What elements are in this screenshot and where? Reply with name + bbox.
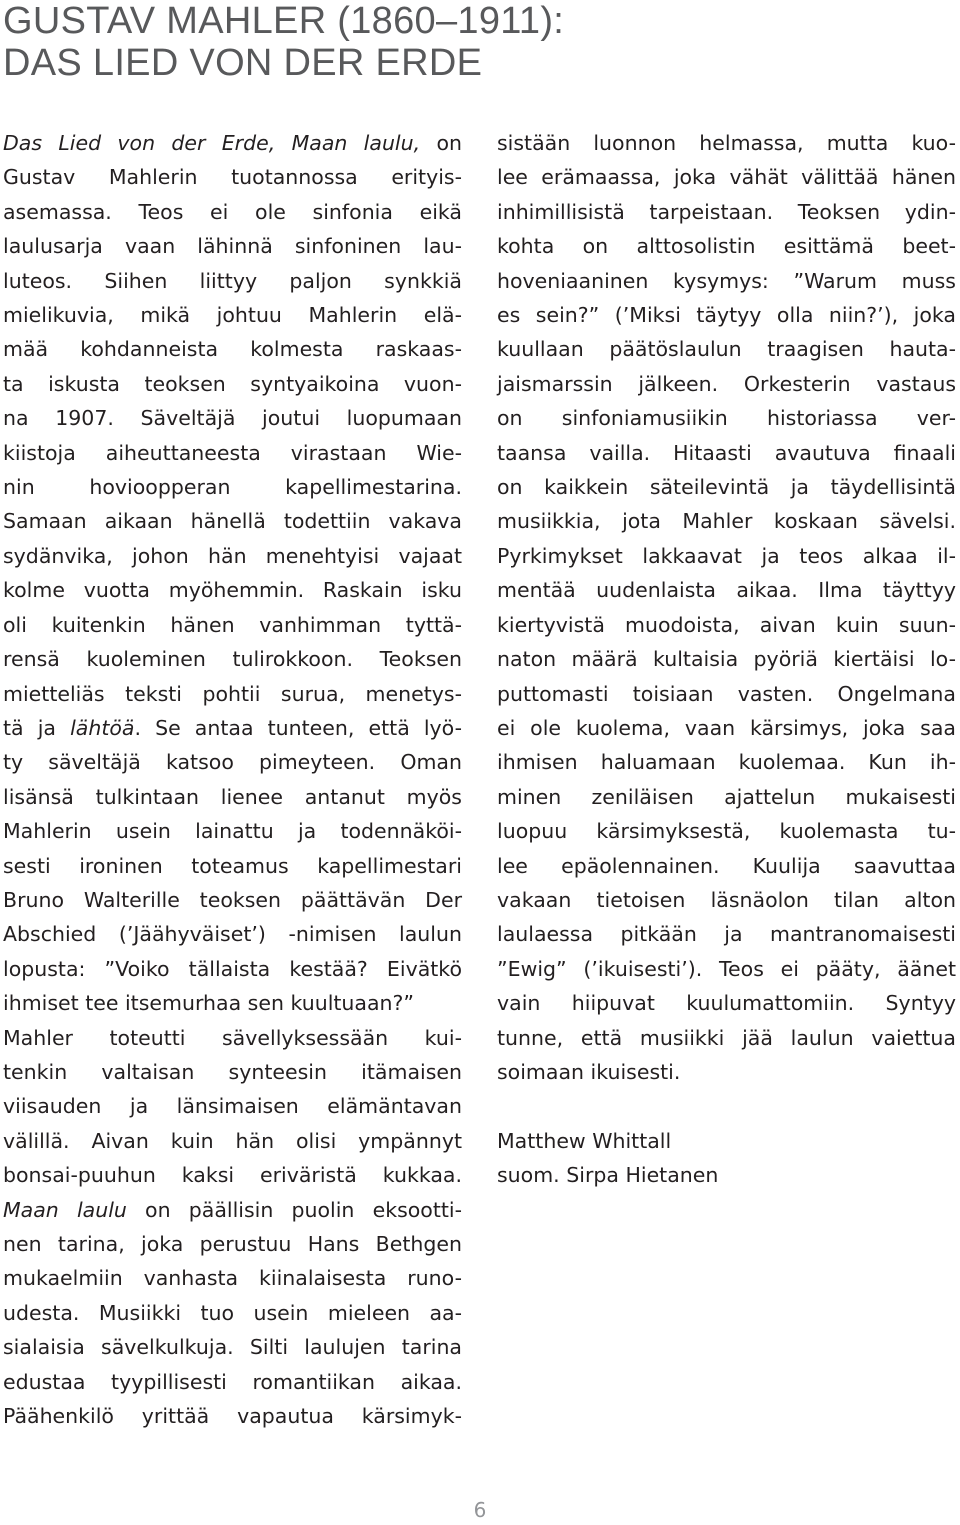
text-line: nin hovioopperan kapellimestarina.	[3, 475, 462, 500]
translator-credit	[497, 1158, 956, 1192]
text-line: tä ja lähtöä. Se antaa tunteen, että lyö-	[3, 715, 463, 740]
text-line: lopusta: ”Voiko tällaista kestää? Eivätkö	[3, 956, 462, 981]
text-line: tenkin valtaisan synteesin itämaisen	[3, 1059, 462, 1084]
right-column	[497, 126, 956, 1193]
text-line: Päähenkilö yrittää vapautua kärsimyk-	[3, 1404, 462, 1429]
text-line: lisänsä tulkintaan lienee antanut myös	[3, 784, 462, 809]
italic-phrase: lähtöä	[70, 715, 135, 740]
text-line: ta iskusta teoksen syntyaikoina vuon-	[3, 371, 462, 396]
italic-phrase: Das Lied von der Erde, Maan laulu,	[3, 131, 421, 155]
text-line: na 1907. Säveltäjä joutui luopumaan	[3, 406, 462, 431]
text-line: Gustav Mahlerin tuotannossa erityis-	[3, 165, 462, 190]
text-line: on kaikkein säteilevintä ja täydellisintä	[497, 475, 956, 500]
text-line: ihmiset tee itsemurhaa sen kuultuaan?”	[3, 991, 415, 1016]
text-line: sesti ironinen toteamus kapellimestari	[3, 853, 462, 878]
author-name: Matthew Whittall	[497, 1128, 672, 1153]
text-line: Bruno Walterille teoksen päättävän Der	[3, 887, 462, 912]
translator-prefix: suom.	[497, 1163, 560, 1188]
text-line: hoveniaaninen kysymys: ”Warum muss	[497, 268, 956, 293]
text-line: ihmisen haluamaan kuolemaa. Kun ih-	[497, 750, 956, 775]
italic-phrase: Maan laulu	[3, 1197, 127, 1222]
text-line: inhimillisistä tarpeistaan. Teoksen ydin-	[497, 199, 956, 224]
text-line: laulusarja vaan lähinnä sinfoninen lau-	[3, 234, 462, 259]
text-line: viisauden ja länsimaisen elämäntavan	[3, 1094, 462, 1119]
text-line: es sein?” (’Miksi täytyy olla niin?’), joka	[497, 303, 956, 328]
article-title-line-2: DAS LIED VON DER ERDE	[3, 42, 483, 84]
text-line: mukaelmiin vanhasta kiinalaisesta runo-	[3, 1266, 462, 1291]
text-line: mietteliäs teksti pohtii surua, menetys-	[3, 681, 462, 706]
text-line: vain hiipuvat kuulumattomiin. Syntyy	[497, 991, 956, 1016]
text-line: sistään luonnon helmassa, mutta kuo-	[497, 131, 956, 155]
text-line: bonsai-puuhun kaksi eriväristä kukkaa.	[3, 1163, 462, 1188]
translator-name: Sirpa Hietanen	[566, 1163, 719, 1188]
text-line: edustaa tyypillisesti romantiikan aikaa.	[3, 1369, 462, 1394]
text-line: minen zeniläisen ajattelun mukaisesti	[497, 784, 956, 809]
text-line: kiertyvistä muodoista, aivan kuin suun-	[497, 612, 956, 637]
left-column	[3, 126, 462, 1433]
text-line: kuullaan päätöslaulun traagisen hauta-	[497, 337, 956, 362]
text-line: ”Ewig” (’ikuisesti’). Teos ei pääty, äänet	[497, 956, 956, 981]
text-line: udesta. Musiikki tuo usein mieleen aa-	[3, 1300, 462, 1325]
text-line: Pyrkimykset lakkaavat ja teos alkaa il-	[497, 543, 956, 568]
text-line: välillä. Aivan kuin hän olisi ympännyt	[3, 1128, 462, 1153]
page-number: 6	[473, 1498, 487, 1522]
text-line: Mahler toteutti sävellyksessään kui-	[3, 1025, 462, 1050]
text-line: nen tarina, joka perustuu Hans Bethgen	[3, 1232, 462, 1256]
text-line: mentää uudenlaista aikaa. Ilma täyttyy	[497, 578, 956, 603]
text-line: musiikkia, jota Mahler koskaan sävelsi.	[497, 509, 956, 534]
text-line: asemassa. Teos ei ole sinfonia eikä	[3, 199, 462, 224]
article-title	[3, 0, 903, 84]
text-line: on sinfoniamusiikin historiassa ver-	[497, 406, 956, 431]
text-line: luteos. Siihen liittyy paljon synkkiä	[3, 268, 462, 293]
text-line: soimaan ikuisesti.	[497, 1059, 681, 1084]
right-column-body	[497, 126, 956, 1089]
text-line: lee erämaassa, joka vähät välittää hänen	[497, 165, 956, 190]
text-line: sydänvika, johon hän menehtyisi vajaat	[3, 543, 462, 568]
text-line: Mahlerin usein lainattu ja todennäköi-	[3, 819, 462, 844]
text-line: kolme vuotta myöhemmin. Raskain isku	[3, 578, 462, 603]
text-line: Samaan aikaan hänellä todettiin vakava	[3, 509, 462, 534]
text-line: mää kohdanneista kolmesta raskaas-	[3, 337, 462, 362]
text-line: puttomasti toisiaan vasten. Ongelmana	[497, 681, 956, 706]
text-line: vakaan tietoisen läsnäolon tilan alton	[497, 887, 956, 912]
text-line: luopuu kärsimyksestä, kuolemasta tu-	[497, 819, 956, 844]
text-line: naton määrä kultaisia pyöriä kiertäisi lo-	[497, 647, 956, 672]
text-line: Das Lied von der Erde, Maan laulu, on	[3, 131, 462, 155]
text-line: Maan laulu on päällisin puolin eksootti-	[3, 1197, 462, 1222]
text-line: oli kuitenkin hänen vanhimman tyttä-	[3, 612, 462, 637]
text-line: laulaessa pitkään ja mantranomaisesti	[497, 922, 956, 947]
text-line: ty säveltäjä katsoo pimeyteen. Oman	[3, 750, 462, 775]
text-line: sialaisia sävelkulkuja. Silti laulujen tarina	[3, 1335, 462, 1360]
text-line: Abschied (’Jäähyväiset’) -nimisen laulun	[3, 922, 462, 947]
paragraph-gap	[497, 1089, 956, 1123]
text-line: ei ole kuolema, vaan kärsimys, joka saa	[497, 715, 956, 740]
text-line: taansa vailla. Hitaasti avautuva finaali	[497, 440, 956, 465]
text-line: lee epäolennainen. Kuulija saavuttaa	[497, 853, 956, 878]
text-line: rensä kuoleminen tulirokkoon. Teoksen	[3, 647, 462, 672]
text-line: kohta on alttosolistin esittämä beet-	[497, 234, 956, 259]
text-line: mielikuvia, mikä johtuu Mahlerin elä-	[3, 303, 462, 328]
text-line: jaismarssin jälkeen. Orkesterin vastaus	[497, 371, 956, 396]
text-line: tunne, että musiikki jää laulun vaiettua	[497, 1025, 956, 1050]
text-line: kiistoja aiheuttaneesta virastaan Wie-	[3, 440, 462, 465]
article-title-line-1: GUSTAV MAHLER (1860–1911):	[3, 0, 565, 42]
